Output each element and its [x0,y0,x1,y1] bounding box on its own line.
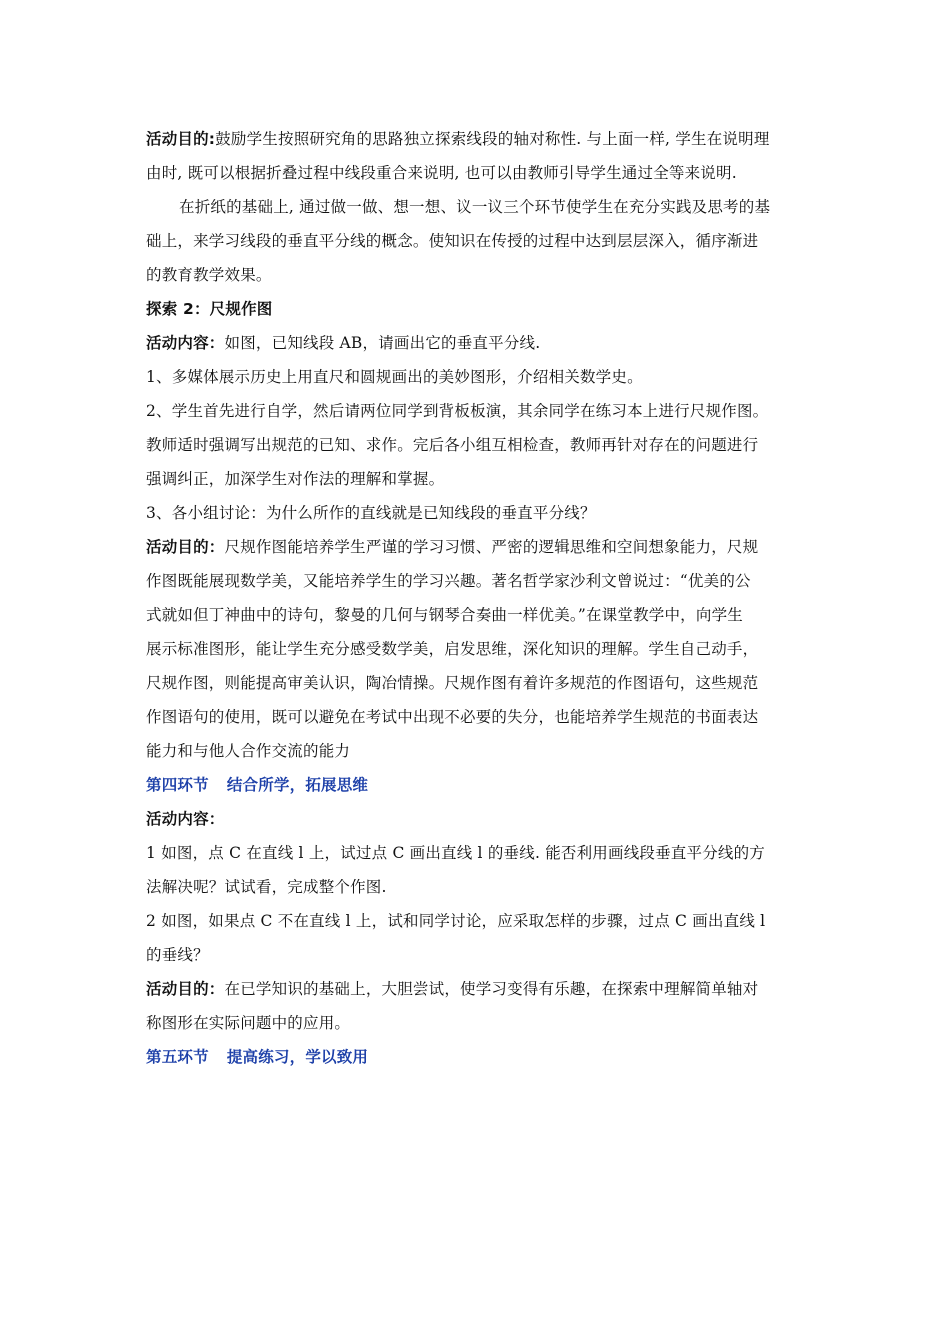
activity-purpose-label: 活动目的： [146,980,225,998]
line-text: 作图语句的使用，既可以避免在考试中出现不必要的失分，也能培养学生规范的书面表达 [146,708,759,726]
line-text: 法解决呢？试试看，完成整个作图. [146,878,387,896]
paragraph-line [146,156,810,190]
paragraph-line [146,564,810,598]
activity-content-heading: 活动内容： [146,810,225,828]
list-item [146,904,810,938]
section-5-heading: 第五环节 提高练习，学以致用 [146,1048,369,1066]
line-text: 的垂线？ [146,946,209,964]
paragraph-line [146,326,810,360]
paragraph-line [146,632,810,666]
paragraph-line [146,190,810,224]
list-item [146,360,810,394]
line-text: 尺规作图，则能提高审美认识，陶冶情操。尺规作图有着许多规范的作图语句，这些规范 [146,674,759,692]
line-text: 强调纠正，加深学生对作法的理解和掌握。 [146,470,445,488]
exploration-2-heading: 探索 2：尺规作图 [146,300,273,318]
line-text: 作图既能展现数学美，又能培养学生的学习兴趣。著名哲学家沙利文曾说过：“优美的公 [146,572,751,590]
line-text: 由时, 既可以根据折叠过程中线段重合来说明, 也可以由教师引导学生通过全等来说明. [146,164,737,182]
list-item [146,496,810,530]
line-text: 2、学生首先进行自学，然后请两位同学到背板板演，其余同学在练习本上进行尺规作图。 [146,402,769,420]
section-4-heading: 第四环节 结合所学，拓展思维 [146,776,369,794]
paragraph-line [146,428,810,462]
paragraph-line [146,122,810,156]
line-text: 尺规作图能培养学生严谨的学习习惯、严密的逻辑思维和空间想象能力，尺规 [224,538,759,556]
line-text: 式就如但丁神曲中的诗句，黎曼的几何与钢琴合奏曲一样优美。”在课堂教学中，向学生 [146,606,743,624]
paragraph-line [146,258,810,292]
line-text: 鼓励学生按照研究角的思路独立探索线段的轴对称性. 与上面一样, 学生在说明理 [215,130,770,148]
paragraph-line [146,734,810,768]
paragraph-line [146,870,810,904]
line-text: 称图形在实际问题中的应用。 [146,1014,351,1032]
paragraph-line [146,938,810,972]
line-text: 在已学知识的基础上，大胆尝试，使学习变得有乐趣，在探索中理解简单轴对 [224,980,759,998]
line-text: 1 如图，点 C 在直线 l 上，试过点 C 画出直线 l 的垂线. 能否利用画线段垂直平分线的方 [146,844,765,862]
paragraph-line [146,972,810,1006]
paragraph-line [146,700,810,734]
paragraph-line [146,1006,810,1040]
list-item [146,394,810,428]
line-text: 能力和与他人合作交流的能力 [146,742,351,760]
paragraph-line [146,530,810,564]
paragraph-line [146,666,810,700]
line-text: 展示标准图形，能让学生充分感受数学美，启发思维，深化知识的理解。学生自己动手， [146,640,759,658]
paragraph-line [146,462,810,496]
line-text: 1、多媒体展示历史上用直尺和圆规画出的美妙图形，介绍相关数学史。 [146,368,643,386]
line-text: 2 如图，如果点 C 不在直线 l 上，试和同学讨论，应采取怎样的步骤，过点 C 画出直线 l [146,912,766,930]
activity-purpose-label: 活动目的: [146,130,216,148]
activity-purpose-label: 活动目的： [146,538,225,556]
document-page [146,122,810,1074]
line-text: 如图，已知线段 AB，请画出它的垂直平分线. [224,334,541,352]
list-item [146,836,810,870]
line-text: 教师适时强调写出规范的已知、求作。完后各小组互相检查，教师再针对存在的问题进行 [146,436,759,454]
line-text: 的教育教学效果。 [146,266,272,284]
paragraph-line [146,224,810,258]
activity-content-label: 活动内容： [146,334,225,352]
paragraph-line [146,598,810,632]
line-text: 础上，来学习线段的垂直平分线的概念。使知识在传授的过程中达到层层深入，循序渐进 [146,232,759,250]
line-text: 在折纸的基础上, 通过做一做、想一想、议一议三个环节使学生在充分实践及思考的基 [179,198,771,216]
line-text: 3、各小组讨论：为什么所作的直线就是已知线段的垂直平分线？ [146,504,596,522]
